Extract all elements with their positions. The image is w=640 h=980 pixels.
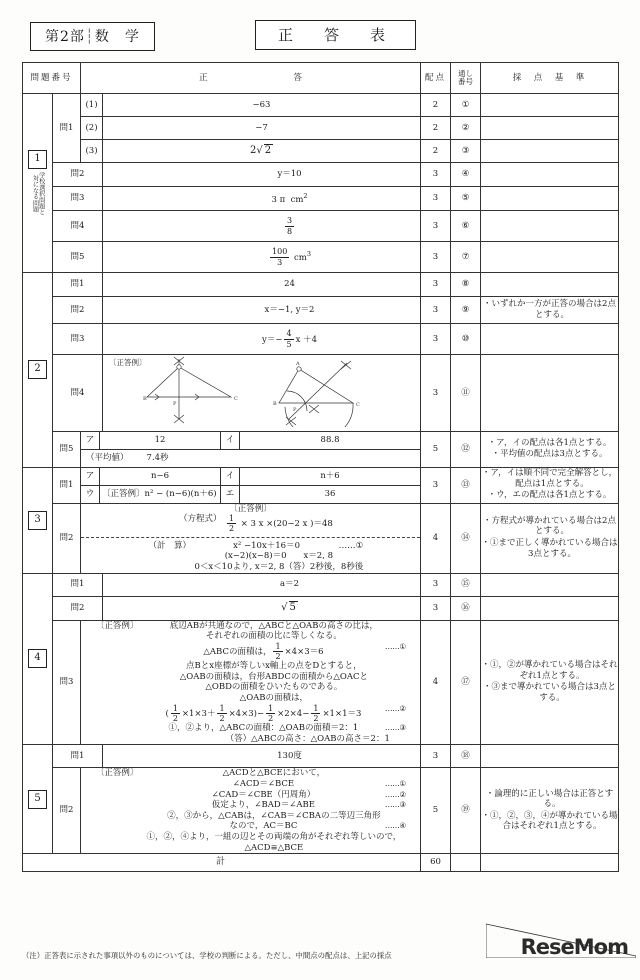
criteria-cell [481,94,619,117]
grid-label-a: ア [81,468,100,486]
question-label: 問1 [53,573,103,596]
proof-line: 点Bとx座標が等しいx軸上の点をDとすると， [186,661,362,672]
section-index-4 [23,573,53,745]
total-serial-blank [451,854,481,872]
grid-value-e: 36 [240,485,421,503]
serial-cell: ④ [451,163,481,187]
criteria-item: ・①まで正しく導かれている場合は3点とする。 [481,538,618,559]
proof-tag: ……③ [385,800,406,810]
points-cell: 4 [421,620,451,745]
svg-text:C: C [234,396,238,402]
section-number: 4 [28,649,47,668]
criteria-item: ・いずれか一方が正答の場合は2点とする。 [483,298,616,320]
answer-example-label: 〔正答例〕 [109,358,147,367]
subject-part: 第2部 [45,29,85,45]
page-header [0,18,640,58]
average-value: 7.4秒 [146,452,169,463]
points-cell: 3 [421,242,451,273]
grid-label-a: ア [81,432,100,450]
grid-value-a: n−6 [100,468,221,486]
svg-text:C: C [356,402,360,408]
grid-label-i: イ [221,468,240,486]
criteria-item: ・ア，イの配点は各1点とする。 [487,437,612,448]
header-serial-no [451,63,481,94]
table-row [23,596,619,620]
question-label: 問5 [53,242,103,273]
points-cell: 5 [421,431,451,467]
calculation-label: （計 算） [148,540,192,551]
proof-line-text: △ABCの面積は， $\frac{1}{2}$ ×4×3＝6 [203,641,324,661]
proof-line: 底辺ABが共通なので，△ABCと△OABの高さの比は， [169,620,378,631]
question-label: 問1 [53,745,103,768]
answer-cell [103,745,421,768]
answer-cell-working [81,503,421,573]
page-title: 正 答 表 [255,20,416,50]
criteria-cell [481,355,619,432]
proof-tag: ……② [385,789,406,799]
points-cell: 2 [421,117,451,140]
aiue-grid [81,468,420,503]
points-cell: 3 [421,467,451,503]
section-number: 1 [28,150,47,169]
table-row [23,211,619,242]
serial-cell: ⑬ [451,467,481,503]
serial-cell: ⑯ [451,596,481,620]
grid-row-average [81,449,420,467]
grid-row [81,468,420,486]
grid-row [81,485,420,503]
answer-cell [103,273,421,297]
criteria-cell [481,324,619,355]
section-vertical-label-right: 学校選択問題と [37,172,45,216]
final-answer: （答）2秒後，8秒後 [284,561,364,572]
question-label: 問2 [53,768,81,854]
criteria-cell [481,596,619,620]
total-points: 60 [421,854,451,872]
grid-label-i: イ [221,432,240,450]
answer-cell [103,211,421,242]
question-label: 問3 [53,187,103,211]
points-cell: 5 [421,768,451,854]
proof-line: △ACD≡△BCE [244,842,304,853]
svg-text:P: P [293,407,297,413]
table-row [23,163,619,187]
svg-text:B: B [143,396,147,402]
table-row [23,620,619,745]
proof-line [142,800,406,811]
answer-cell [103,187,421,211]
serial-cell: ⑲ [451,768,481,854]
answer-key-table [22,62,619,872]
answer-text: y＝10 [277,169,302,180]
criteria-cell [481,140,619,163]
criteria-cell [481,620,619,745]
criteria-cell [481,297,619,324]
answer-cell [103,117,421,140]
serial-cell: ⑱ [451,745,481,768]
criteria-cell [481,187,619,211]
calc-line: x² −10x＋16＝0 ……① [233,540,364,551]
proof-line-text: 仮定より，∠BAD＝∠ABE [211,800,315,811]
question-label: 問3 [53,620,81,745]
answer-cell [103,94,421,117]
question-label: 問2 [53,163,103,187]
sub-question-label: (1) [81,94,103,117]
proof-line: △ACDと△BCEにおいて， [222,768,326,779]
calc-line: 0＜x＜10より, x＝2, 8 （答）2秒後，8秒後 [194,561,364,572]
grid-label-e: エ [221,485,240,503]
serial-cell: ③ [451,140,481,163]
grid-row [81,432,420,450]
table-row [23,573,619,596]
criteria-item: ・論理的に正しい場合は正答とする。 [485,788,614,810]
answer-cell [103,242,421,273]
calc-tag: ……① [338,540,364,551]
section-divider [81,537,420,538]
section-number: 5 [28,790,47,809]
criteria-item: ・方程式が導かれている場合は2点とする。 [483,515,616,537]
average-label: （平均値） [86,452,129,463]
proof-tag: ……③ [385,723,406,732]
criteria-cell [481,163,619,187]
construction-figures [103,355,421,427]
serial-cell: ⑭ [451,503,481,573]
watermark-resemom: ReseMom [520,935,628,959]
sub-question-label: (3) [81,140,103,163]
answer-cell [103,140,421,163]
proof-line: △OABの面積は， [239,693,309,703]
proof-tag: ……① [385,778,406,788]
answer-cell [103,297,421,324]
answer-unit: $cm^3$ [291,249,311,263]
serial-cell: ⑦ [451,242,481,273]
table-row [23,187,619,211]
proof-line: △OABの面積は，台形ABDCの面積から△OACと [179,671,368,682]
grid-label-u: ウ [81,485,100,503]
svg-text:P: P [173,401,177,407]
proof-line: ②，③から，△CABは，∠CAB＝∠CBAの二等辺三角形 [167,810,381,821]
proof-line-text: ①，②より，△ABCの面積：△OABの面積＝2：1 [168,723,359,733]
grid-value-a: 12 [100,432,221,450]
criteria-item: ・ウ，エの配点は各1点とする。 [487,490,612,501]
serial-cell: ① [451,94,481,117]
proof-tag: ……② [385,703,406,713]
header-serial-line2: 番号 [458,77,474,86]
serial-cell: ② [451,117,481,140]
equation-text: $\frac{1}{2}$ × 3 x ×(20−2 x )＝48 [228,514,333,534]
answer-example-label: 〔正答例〕 [95,768,139,779]
criteria-cell [481,211,619,242]
criteria-cell [481,503,619,573]
question-label: 問4 [53,211,103,242]
section-number: 2 [28,360,47,379]
points-cell: 3 [421,211,451,242]
proof-lines [142,768,406,853]
serial-cell: ⑮ [451,573,481,596]
section-vertical-label-left: 対になる問題 [31,175,39,213]
calculation-block [81,541,420,573]
final-answer: （答）△ABCの高さ：△OABの高さ＝2：1 [225,733,390,744]
proof-line: それぞれの面積の比に等しくなる。 [205,631,342,642]
answer-cell [103,573,421,596]
answer-cell-figures [103,355,421,432]
serial-cell: ⑩ [451,324,481,355]
proof-line-text: ( $\frac{1}{2}$ ×1×3＋ $\frac{1}{2}$ ×4×3)− $\frac{1}{2}$ ×2×4− $\frac{1}{2}$ ×1×1＝3 [165,703,362,723]
table-row [23,768,619,854]
table-row [23,94,619,117]
serial-cell: ⑰ [451,620,481,745]
proof-lines [142,621,406,745]
answer-fraction: $\frac{100}{3}$ [272,247,288,267]
question-label: 問3 [53,324,103,355]
proof-line [142,642,406,661]
criteria-cell [481,768,619,854]
serial-cell: ⑤ [451,187,481,211]
question-label: 問1 [53,94,81,163]
answer-example-label: 〔正答例〕 [229,503,272,514]
criteria-item: ・①，②，③，④が導かれている場合はそれぞれ1点とする。 [481,810,618,832]
criteria-item: ・平均値の配点は3点とする。 [491,449,608,460]
answer-text: a＝2 [280,579,299,590]
answer-text: x＝−1, y＝2 [264,304,315,315]
section-vertical-label [23,172,52,215]
table-header-row [23,63,619,94]
table-row [23,503,619,573]
header-correct-answer-2: 答 [293,72,303,83]
calc-line: (x−2)(x−8)＝0 x＝2, 8 [224,551,334,562]
answer-text: y＝− $\frac{4}{5}$ x ＋4 [262,329,317,349]
header-criteria: 採 点 基 準 [481,63,619,94]
answer-cell-proof [81,620,421,745]
points-cell: 3 [421,596,451,620]
answer-cell [103,163,421,187]
points-cell: 2 [421,94,451,117]
proof-tag: ……④ [385,821,406,831]
points-cell: 2 [421,140,451,163]
answer-cell [103,596,421,620]
table-row [23,431,619,467]
subject-separator: ┆ [85,29,95,45]
table-row [23,745,619,768]
criteria-item: ・ア，イは順不同で完全解答とし，配点は1点とする。 [481,468,618,489]
proof-line: △OBDの面積をひいたものである。 [205,682,343,693]
header-question-no: 問題番号 [23,63,81,94]
criteria-cell [481,467,619,503]
answer-cell-proof [81,768,421,854]
question-label: 問2 [53,297,103,324]
equation-line [81,514,420,533]
question-label: 問1 [53,273,103,297]
proof-line: ①，②，④より，一組の辺とその両端の角がそれぞれ等しいので， [146,832,402,842]
table-row [23,242,619,273]
answer-text: √ 5 [281,601,296,613]
answer-text: 130度 [277,750,302,761]
subject-name: 数 学 [94,29,140,45]
answer-text: 2√ 2 [249,144,272,156]
answer-cell-grid [81,431,421,467]
grid-value-u: 〔正答例〕n² − (n−6)(n＋6) [100,485,221,503]
question-label: 問2 [53,503,81,573]
criteria-cell [481,573,619,596]
grid-value-i: 88.8 [240,432,421,450]
subject-box [30,22,155,51]
table-row [23,355,619,432]
answer-example-label: 〔正答例〕 [95,620,139,631]
serial-cell: ⑥ [451,211,481,242]
header-correct-answer-1: 正 [199,72,208,83]
criteria-cell [481,273,619,297]
proof-line-text: ∠ACD＝∠BCE [232,778,295,789]
table-row [23,467,619,503]
aiu-grid [81,432,420,467]
question-label: 問4 [53,355,103,432]
table-row [23,297,619,324]
serial-cell: ⑫ [451,431,481,467]
table-row [23,273,619,297]
proof-line-text: なので，AC＝BC [229,821,298,832]
proof-line [142,790,406,801]
points-cell: 3 [421,745,451,768]
equation-label: （方程式） [178,514,222,525]
criteria-item: ・③まで導かれている場合は3点とする。 [483,682,616,703]
table-row [23,324,619,355]
total-row [23,854,619,872]
answer-text: −63 [252,99,271,110]
table-row [23,117,619,140]
serial-cell: ⑨ [451,297,481,324]
footer-note: （注）正答表に示された事項以外のものについては、学校の判断による。ただし、中間点の配点は、上記の採点 [22,951,392,960]
points-cell: 3 [421,163,451,187]
proof-line [142,704,406,723]
sub-question-label: (2) [81,117,103,140]
proof-line [142,723,406,734]
proof-line-text: ∠CAD＝∠CBE（円周角） [211,789,316,800]
answer-text: 3 π $cm^2$ [271,191,308,205]
criteria-cell [481,242,619,273]
proof-line [142,779,406,790]
svg-text:A: A [296,361,300,367]
criteria-cell [481,745,619,768]
average-row [81,449,420,467]
points-cell: 4 [421,503,451,573]
table-row [23,140,619,163]
answer-text: 24 [284,279,295,290]
answer-fraction: $\frac{3}{8}$ [286,216,293,236]
answer-cell-grid [81,467,421,503]
question-label: 問1 [53,467,81,503]
total-label: 計 [23,854,421,872]
points-cell: 3 [421,187,451,211]
header-correct-answer [81,63,421,94]
section-number: 3 [28,511,47,530]
points-cell: 3 [421,297,451,324]
total-criteria-blank [481,854,619,872]
answer-cell [103,324,421,355]
question-label: 問2 [53,596,103,620]
proof-tag: ……① [385,641,406,651]
points-cell: 3 [421,324,451,355]
points-cell: 3 [421,273,451,297]
section-index-1 [23,94,53,273]
header-serial-line1: 通し [458,68,474,78]
serial-cell: ⑧ [451,273,481,297]
criteria-cell [481,431,619,467]
section-index-5 [23,745,53,854]
grid-value-i: n＋6 [240,468,421,486]
section-index-2 [23,273,53,468]
section-index-3 [23,467,53,573]
proof-line [142,821,406,832]
points-cell: 3 [421,573,451,596]
criteria-item: ・①，②が導かれている場合はそれぞれ1点とする。 [481,660,618,681]
svg-text:B: B [273,401,277,407]
points-cell: 3 [421,355,451,432]
calculation-lines [194,541,363,573]
criteria-cell [481,117,619,140]
question-label: 問5 [53,431,81,467]
answer-text: −7 [255,122,268,133]
serial-cell: ⑪ [451,355,481,432]
header-points: 配点 [421,63,451,94]
